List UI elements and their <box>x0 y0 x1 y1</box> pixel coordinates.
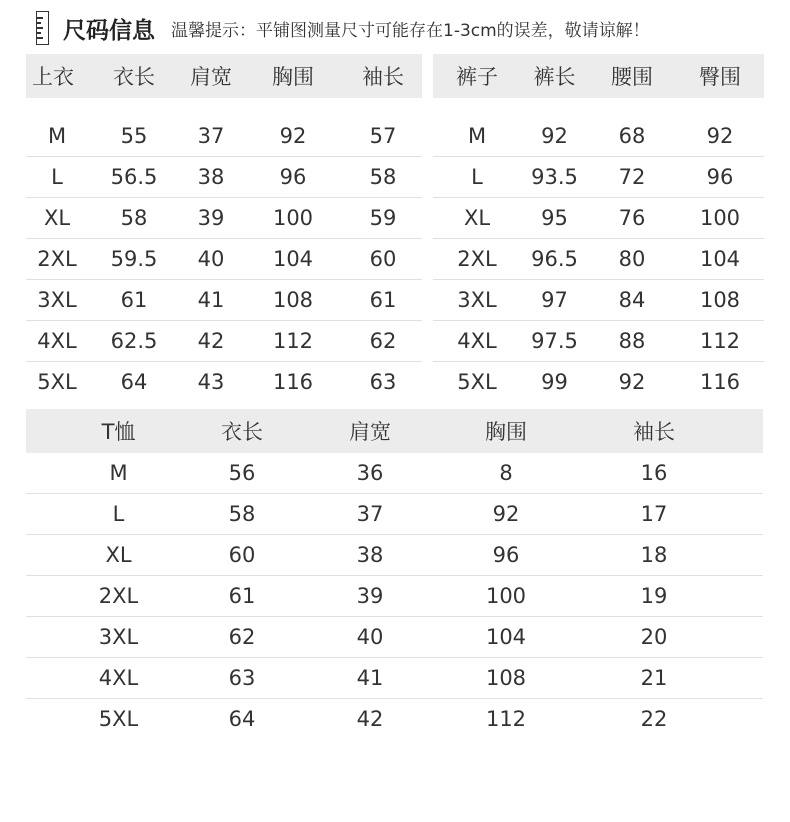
measurement-cell: 39 <box>273 576 467 617</box>
header <box>36 8 650 48</box>
column-header: 胸围 <box>467 409 545 453</box>
measurement-cell: 99 <box>541 370 568 394</box>
measurement-cell: 100 <box>242 198 344 239</box>
table-row <box>433 157 764 198</box>
column-header: 裤长 <box>521 54 588 98</box>
table-row <box>26 494 763 535</box>
size-label-cell: XL <box>26 535 211 576</box>
measurement-cell: 88 <box>588 321 676 362</box>
measurement-cell: 18 <box>545 535 763 576</box>
size-label-cell: 3XL <box>26 280 88 321</box>
size-label-cell: L <box>26 157 88 198</box>
measurement-cell: 40 <box>273 617 467 658</box>
table-header-row <box>433 54 764 98</box>
tops-size-table <box>26 54 422 402</box>
measurement-cell: 112 <box>242 321 344 362</box>
measurement-cell: 17 <box>545 494 763 535</box>
measurement-cell: 92 <box>618 370 646 394</box>
size-label-cell: M <box>26 116 88 157</box>
measurement-cell: 56.5 <box>88 157 180 198</box>
measurement-cell: 62.5 <box>88 321 180 362</box>
table-row <box>26 157 422 198</box>
measurement-cell: 76 <box>588 198 676 239</box>
measurement-cell: 19 <box>545 576 763 617</box>
measurement-cell: 116 <box>699 370 741 394</box>
measurement-cell: 20 <box>545 617 763 658</box>
measurement-cell: 40 <box>180 239 242 280</box>
table-row <box>26 576 763 617</box>
size-label-cell: 2XL <box>26 239 88 280</box>
measurement-cell: 62 <box>211 617 273 658</box>
column-header: 上衣 <box>26 54 88 98</box>
column-header: 衣长 <box>211 409 273 453</box>
measurement-cell: 108 <box>467 658 545 699</box>
measurement-cell: 95 <box>521 198 588 239</box>
measurement-cell: 108 <box>242 280 344 321</box>
measurement-cell: 43 <box>197 370 225 394</box>
measurement-cell: 58 <box>344 157 422 198</box>
size-label-cell: 3XL <box>433 280 521 321</box>
table-row <box>26 321 422 362</box>
measurement-cell: 96 <box>467 535 545 576</box>
measurement-cell: 21 <box>545 658 763 699</box>
size-label-cell: XL <box>433 198 521 239</box>
size-label-cell: 2XL <box>26 576 211 617</box>
measurement-cell: 100 <box>467 576 545 617</box>
measurement-cell: 16 <box>545 453 763 494</box>
column-header: 袖长 <box>344 54 422 98</box>
measurement-cell: 60 <box>344 239 422 280</box>
measurement-cell: 42 <box>180 321 242 362</box>
measurement-cell: 116 <box>272 370 314 394</box>
table-header-row <box>26 54 422 98</box>
measurement-cell: 37 <box>180 116 242 157</box>
measurement-cell: 84 <box>588 280 676 321</box>
measurement-cell: 92 <box>242 116 344 157</box>
measurement-cell: 36 <box>273 453 467 494</box>
measurement-cell: 8 <box>467 453 545 494</box>
tshirt-size-table <box>26 409 763 739</box>
table-row <box>433 280 764 321</box>
table-header-row <box>26 409 763 453</box>
measurement-cell: 61 <box>88 280 180 321</box>
size-label-cell: 4XL <box>433 321 521 362</box>
measurement-cell: 64 <box>120 370 148 394</box>
table-row <box>26 658 763 699</box>
column-header: 裤子 <box>433 54 521 98</box>
table-row <box>26 116 422 157</box>
table-row <box>26 198 422 239</box>
measurement-cell: 112 <box>485 707 527 731</box>
column-header: 腰围 <box>588 54 676 98</box>
table-row <box>26 362 422 403</box>
measurement-cell: 37 <box>273 494 467 535</box>
size-label-cell: 5XL <box>457 370 497 394</box>
measurement-tip: 温馨提示：平铺图测量尺寸可能存在1-3cm的误差，敬请谅解！ <box>171 20 650 41</box>
size-label-cell: M <box>433 116 521 157</box>
measurement-cell: 63 <box>369 370 397 394</box>
table-row <box>26 280 422 321</box>
table-row <box>433 198 764 239</box>
measurement-cell: 104 <box>242 239 344 280</box>
measurement-cell: 108 <box>676 280 764 321</box>
page-title: 尺码信息 <box>63 17 155 44</box>
measurement-cell: 60 <box>211 535 273 576</box>
measurement-cell: 39 <box>180 198 242 239</box>
size-label-cell: 2XL <box>433 239 521 280</box>
measurement-cell: 42 <box>356 707 384 731</box>
measurement-cell: 68 <box>588 116 676 157</box>
ruler-icon <box>36 11 49 45</box>
column-header: 臀围 <box>676 54 764 98</box>
measurement-cell: 58 <box>88 198 180 239</box>
size-label-cell: L <box>26 494 211 535</box>
column-header: 衣长 <box>88 54 180 98</box>
measurement-cell: 92 <box>521 116 588 157</box>
measurement-cell: 80 <box>588 239 676 280</box>
table-row <box>26 699 763 740</box>
measurement-cell: 62 <box>344 321 422 362</box>
measurement-cell: 92 <box>467 494 545 535</box>
measurement-cell: 104 <box>467 617 545 658</box>
table-row <box>433 116 764 157</box>
column-header: 袖长 <box>545 409 763 453</box>
measurement-cell: 97 <box>521 280 588 321</box>
measurement-cell: 55 <box>88 116 180 157</box>
size-label-cell: L <box>433 157 521 198</box>
table-row <box>433 239 764 280</box>
measurement-cell: 92 <box>676 116 764 157</box>
measurement-cell: 64 <box>228 707 256 731</box>
size-label-cell: 3XL <box>26 617 211 658</box>
measurement-cell: 61 <box>211 576 273 617</box>
table-row <box>26 453 763 494</box>
size-label-cell: 5XL <box>98 707 139 731</box>
pants-size-table <box>433 54 764 402</box>
measurement-cell: 104 <box>676 239 764 280</box>
measurement-cell: 97.5 <box>521 321 588 362</box>
measurement-cell: 61 <box>344 280 422 321</box>
measurement-cell: 100 <box>676 198 764 239</box>
column-header: T恤 <box>26 409 211 453</box>
table-row <box>26 239 422 280</box>
size-label-cell: 5XL <box>37 370 77 394</box>
measurement-cell: 93.5 <box>521 157 588 198</box>
column-header: 肩宽 <box>180 54 242 98</box>
measurement-cell: 96 <box>242 157 344 198</box>
size-label-cell: 4XL <box>26 321 88 362</box>
column-header: 胸围 <box>242 54 344 98</box>
size-label-cell: 4XL <box>26 658 211 699</box>
measurement-cell: 72 <box>588 157 676 198</box>
measurement-cell: 38 <box>180 157 242 198</box>
table-row <box>433 321 764 362</box>
table-row <box>26 617 763 658</box>
measurement-cell: 22 <box>640 707 668 731</box>
measurement-cell: 59.5 <box>88 239 180 280</box>
measurement-cell: 41 <box>273 658 467 699</box>
measurement-cell: 59 <box>344 198 422 239</box>
table-row <box>433 362 764 403</box>
measurement-cell: 56 <box>211 453 273 494</box>
measurement-cell: 57 <box>344 116 422 157</box>
measurement-cell: 63 <box>211 658 273 699</box>
measurement-cell: 96 <box>676 157 764 198</box>
measurement-cell: 96.5 <box>521 239 588 280</box>
measurement-cell: 58 <box>211 494 273 535</box>
column-header: 肩宽 <box>273 409 467 453</box>
size-label-cell: M <box>26 453 211 494</box>
size-label-cell: XL <box>26 198 88 239</box>
measurement-cell: 38 <box>273 535 467 576</box>
table-row <box>26 535 763 576</box>
measurement-cell: 41 <box>180 280 242 321</box>
measurement-cell: 112 <box>676 321 764 362</box>
